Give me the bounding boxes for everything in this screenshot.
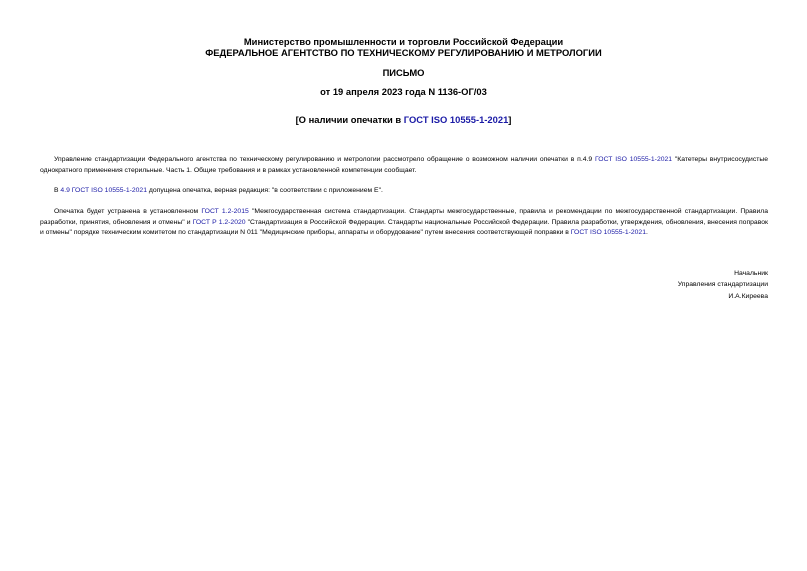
paragraph-1	[40, 155, 768, 176]
paragraph-2-text-1: В	[54, 187, 61, 194]
paragraph-1-text-1: Управление стандартизации Федерального агентства по техническому регулированию и метрологии рассмотрело обращение о возможном наличии опечатки в п.4.9	[54, 156, 595, 163]
paragraph-3-text-1: Опечатка будет устранена в установленном	[54, 208, 202, 215]
signature-position: Начальник	[734, 270, 768, 277]
paragraph-3-text-2: "Межгосударственная система стандартизации. Стандарты межгосударственные, правила и рекомендации по межгосударственной стандартизации. Правила разработки, принятия, обновления и отмены" и	[40, 208, 768, 226]
document-date-number: от 19 апреля 2023 года N 1136-ОГ/03	[320, 86, 487, 97]
paragraph-2	[40, 186, 768, 197]
subject-gost-link[interactable]: ГОСТ ISO 10555-1-2021	[403, 114, 509, 125]
signature-department: Управления стандартизации	[677, 281, 768, 289]
paragraph-3-text-3: "Стандартизация в Российской Федерации. Стандарты национальные Российской Федерации. Правила разработки, утверждения, обновления, внесения поправок и отмены" порядке техническим комитетом по стандартизации N 011 "Медицинские приборы, аппараты и оборудование" путем внесения соответствующей поправки в	[40, 218, 768, 237]
paragraph-1-gost-link[interactable]: ГОСТ ISO 10555-1-2021	[594, 156, 673, 163]
agency-title: ФЕДЕРАЛЬНОЕ АГЕНТСТВО ПО ТЕХНИЧЕСКОМУ РЕГУЛИРОВАНИЮ И МЕТРОЛОГИИ	[205, 47, 602, 58]
paragraph-3-gost-r-1-2-2020-link[interactable]: ГОСТ Р 1.2-2020	[192, 218, 246, 226]
paragraph-3-text-4: .	[645, 229, 648, 237]
paragraph-1-text-2: "Катетеры внутрисосудистые однократного применения стерильные. Часть 1. Общие требования и в рамках установленной компетенции сообщает.	[40, 156, 768, 174]
paragraph-2-clause-link[interactable]: 4.9 ГОСТ ISO 10555-1-2021	[60, 187, 147, 194]
subject-text-close: ]	[508, 114, 512, 125]
paragraph-3-gost-iso-link[interactable]: ГОСТ ISO 10555-1-2021	[570, 229, 646, 237]
paragraph-2-text-2: допущена опечатка, верная редакция: "в соответствии с приложением Е".	[147, 187, 383, 194]
paragraph-3-gost-1-2-2015-link[interactable]: ГОСТ 1.2-2015	[201, 208, 249, 215]
document-subject	[0, 114, 807, 126]
document-type: ПИСЬМО	[382, 67, 425, 78]
paragraph-3	[40, 207, 768, 239]
signature-block	[678, 268, 768, 302]
ministry-title: Министерство промышленности и торговли Российской Федерации	[243, 36, 564, 47]
signature-name: И.А.Киреева	[728, 292, 768, 300]
subject-text-open: [О наличии опечатки в	[295, 114, 404, 125]
